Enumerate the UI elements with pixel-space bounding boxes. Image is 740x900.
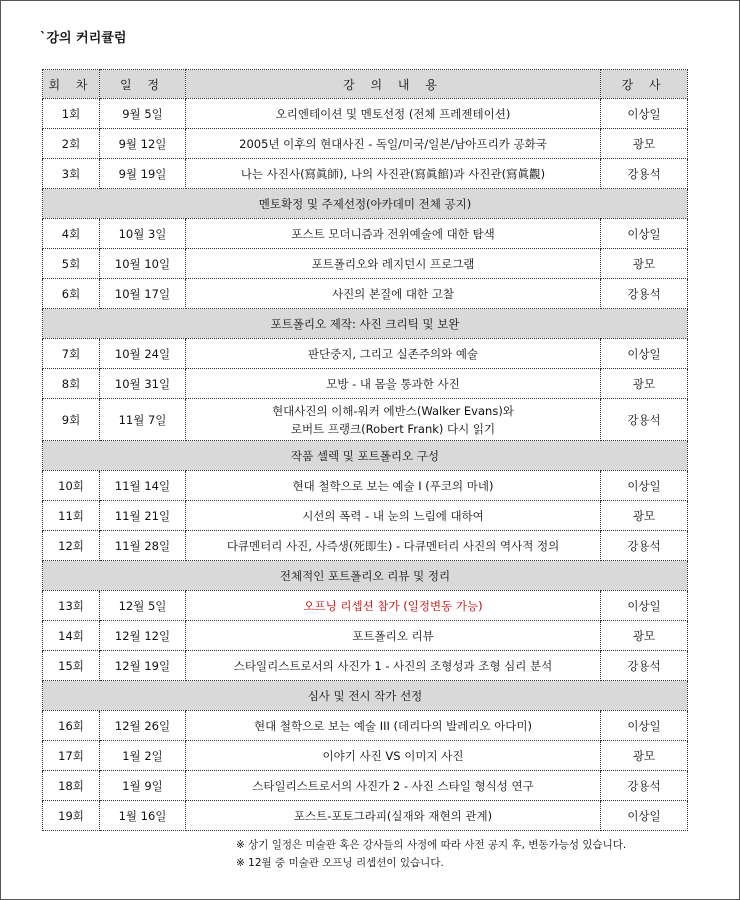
session-cell: 9회 <box>43 399 100 441</box>
date-cell: 10월 24일 <box>100 339 186 369</box>
content-cell <box>186 99 601 129</box>
page-title: `강의 커리큘럼 <box>40 31 127 46</box>
content-cell <box>186 531 601 561</box>
teacher-cell: 이상일 <box>601 591 688 621</box>
table-row <box>43 771 688 801</box>
content-line: 모방 - 내 몸을 통과한 사진 <box>326 376 460 391</box>
content-cell <box>186 771 601 801</box>
session-cell: 1회 <box>43 99 100 129</box>
content-line: 현대사진의 이해-워커 에반스(Walker Evans)와 <box>272 403 514 418</box>
table-row <box>43 99 688 129</box>
content-cell <box>186 801 601 831</box>
table-header-row <box>43 70 688 99</box>
date-cell: 11월 28일 <box>100 531 186 561</box>
table-row <box>43 801 688 831</box>
table-row <box>43 591 688 621</box>
date-cell: 9월 19일 <box>100 159 186 189</box>
date-cell: 12월 5일 <box>100 591 186 621</box>
teacher-cell: 강용석 <box>601 771 688 801</box>
content-line: 스타일리스트로서의 사진가 2 - 사진 스타일 형식성 연구 <box>252 778 534 793</box>
session-cell: 2회 <box>43 129 100 159</box>
content-cell <box>186 159 601 189</box>
section-title: 포트폴리오 제작: 사진 크리틱 및 보완 <box>43 309 688 339</box>
section-row <box>43 441 688 471</box>
date-cell: 12월 19일 <box>100 651 186 681</box>
content-line: 포스트-포토그라피(실재와 재현의 관계) <box>293 808 493 823</box>
teacher-cell: 광모 <box>601 129 688 159</box>
header-session: 회 차 <box>43 70 100 99</box>
session-cell: 4회 <box>43 219 100 249</box>
content-line: 오프닝 리셉션 참가 (일정변동 가능) <box>303 598 483 613</box>
content-line: 시선의 폭력 - 내 눈의 느림에 대하여 <box>302 508 484 523</box>
content-cell <box>186 129 601 159</box>
table-row <box>43 741 688 771</box>
teacher-cell: 광모 <box>601 741 688 771</box>
section-title: 작품 셀렉 및 포트폴리오 구성 <box>43 441 688 471</box>
content-cell <box>186 621 601 651</box>
content-line: 다큐멘터리 사진, 사즉생(死即生) - 다큐멘터리 사진의 역사적 정의 <box>226 538 560 553</box>
content-cell <box>186 219 601 249</box>
content-cell <box>186 471 601 501</box>
table-row <box>43 219 688 249</box>
section-title: 전체적인 포트폴리오 리뷰 및 정리 <box>43 561 688 591</box>
table-row <box>43 531 688 561</box>
table-row <box>43 339 688 369</box>
content-cell <box>186 369 601 399</box>
session-cell: 18회 <box>43 771 100 801</box>
teacher-cell: 이상일 <box>601 711 688 741</box>
teacher-cell: 광모 <box>601 621 688 651</box>
session-cell: 10회 <box>43 471 100 501</box>
content-cell <box>186 399 601 441</box>
content-line: 로버트 프랭크(Robert Frank) 다시 읽기 <box>290 421 496 436</box>
teacher-cell: 이상일 <box>601 219 688 249</box>
session-cell: 5회 <box>43 249 100 279</box>
table-row <box>43 159 688 189</box>
teacher-cell: 광모 <box>601 369 688 399</box>
session-cell: 8회 <box>43 369 100 399</box>
date-cell: 1월 2일 <box>100 741 186 771</box>
header-content: 강 의 내 용 <box>186 70 601 99</box>
date-cell: 12월 12일 <box>100 621 186 651</box>
header-teacher: 강 사 <box>601 70 688 99</box>
session-cell: 12회 <box>43 531 100 561</box>
header-date: 일 정 <box>100 70 186 99</box>
teacher-cell: 강용석 <box>601 279 688 309</box>
session-cell: 17회 <box>43 741 100 771</box>
content-cell <box>186 501 601 531</box>
content-line: 현대 철학으로 보는 예술 III (데리다의 발레리오 아다미) <box>253 718 533 733</box>
teacher-cell: 이상일 <box>601 99 688 129</box>
session-cell: 13회 <box>43 591 100 621</box>
content-cell <box>186 249 601 279</box>
table-row <box>43 711 688 741</box>
content-line: 스타일리스트로서의 사진가 1 - 사진의 조형성과 조형 심리 분석 <box>233 658 553 673</box>
content-line: 현대 철학으로 보는 예술 I (푸코의 마네) <box>292 478 494 493</box>
session-cell: 6회 <box>43 279 100 309</box>
curriculum-body <box>43 70 688 831</box>
curriculum-table <box>42 69 688 831</box>
content-line: 이야기 사진 VS 이미지 사진 <box>322 748 464 763</box>
section-row <box>43 681 688 711</box>
content-cell <box>186 591 601 621</box>
content-line: 판단중지, 그리고 실존주의와 예술 <box>307 346 479 361</box>
content-cell <box>186 339 601 369</box>
session-cell: 19회 <box>43 801 100 831</box>
date-cell: 1월 16일 <box>100 801 186 831</box>
teacher-cell: 광모 <box>601 249 688 279</box>
date-cell: 11월 7일 <box>100 399 186 441</box>
content-cell <box>186 651 601 681</box>
content-line: 포트폴리오 리뷰 <box>352 628 434 643</box>
content-line: 사진의 본질에 대한 고찰 <box>331 286 455 301</box>
footnotes <box>236 836 626 872</box>
date-cell: 10월 10일 <box>100 249 186 279</box>
date-cell: 11월 21일 <box>100 501 186 531</box>
table-row <box>43 471 688 501</box>
session-cell: 16회 <box>43 711 100 741</box>
session-cell: 3회 <box>43 159 100 189</box>
session-cell: 14회 <box>43 621 100 651</box>
teacher-cell: 강용석 <box>601 651 688 681</box>
teacher-cell: 이상일 <box>601 339 688 369</box>
table-row <box>43 279 688 309</box>
section-title: 심사 및 전시 작가 선정 <box>43 681 688 711</box>
session-cell: 11회 <box>43 501 100 531</box>
footnote-schedule-change: ※ 상기 일정은 미술관 혹은 강사들의 사정에 따라 사전 공지 후, 변동가능성 있습니다. <box>236 839 627 851</box>
teacher-cell: 강용석 <box>601 159 688 189</box>
content-cell <box>186 741 601 771</box>
table-row <box>43 501 688 531</box>
date-cell: 1월 9일 <box>100 771 186 801</box>
table-row <box>43 651 688 681</box>
footnote-opening-reception: ※ 12월 중 미술관 오프닝 리셉션이 있습니다. <box>236 857 444 869</box>
session-cell: 15회 <box>43 651 100 681</box>
content-cell <box>186 711 601 741</box>
teacher-cell: 강용석 <box>601 399 688 441</box>
date-cell: 12월 26일 <box>100 711 186 741</box>
table-row <box>43 129 688 159</box>
teacher-cell: 이상일 <box>601 801 688 831</box>
date-cell: 10월 31일 <box>100 369 186 399</box>
date-cell: 9월 12일 <box>100 129 186 159</box>
session-cell: 7회 <box>43 339 100 369</box>
teacher-cell: 강용석 <box>601 531 688 561</box>
section-row <box>43 309 688 339</box>
content-line: 나는 사진사(寫眞師), 나의 사진관(寫眞館)과 사진관(寫眞觀) <box>240 166 546 181</box>
date-cell: 11월 14일 <box>100 471 186 501</box>
section-row <box>43 189 688 219</box>
date-cell: 9월 5일 <box>100 99 186 129</box>
teacher-cell: 이상일 <box>601 471 688 501</box>
table-row <box>43 399 688 441</box>
content-line: 2005년 이후의 현대사진 - 독일/미국/일본/남아프리카 공화국 <box>239 136 547 151</box>
table-row <box>43 369 688 399</box>
date-cell: 10월 17일 <box>100 279 186 309</box>
content-line: 포트폴리오와 레지던시 프로그램 <box>311 256 475 271</box>
content-line: 오리엔테이션 및 멘토선정 (전체 프레젠테이션) <box>275 106 511 121</box>
content-cell <box>186 279 601 309</box>
table-row <box>43 621 688 651</box>
section-row <box>43 561 688 591</box>
teacher-cell: 광모 <box>601 501 688 531</box>
section-title: 멘토확정 및 주제선정(아카데미 전체 공지) <box>43 189 688 219</box>
date-cell: 10월 3일 <box>100 219 186 249</box>
content-line: 포스트 모더니즘과 전위예술에 대한 탐색 <box>291 226 495 241</box>
table-row <box>43 249 688 279</box>
